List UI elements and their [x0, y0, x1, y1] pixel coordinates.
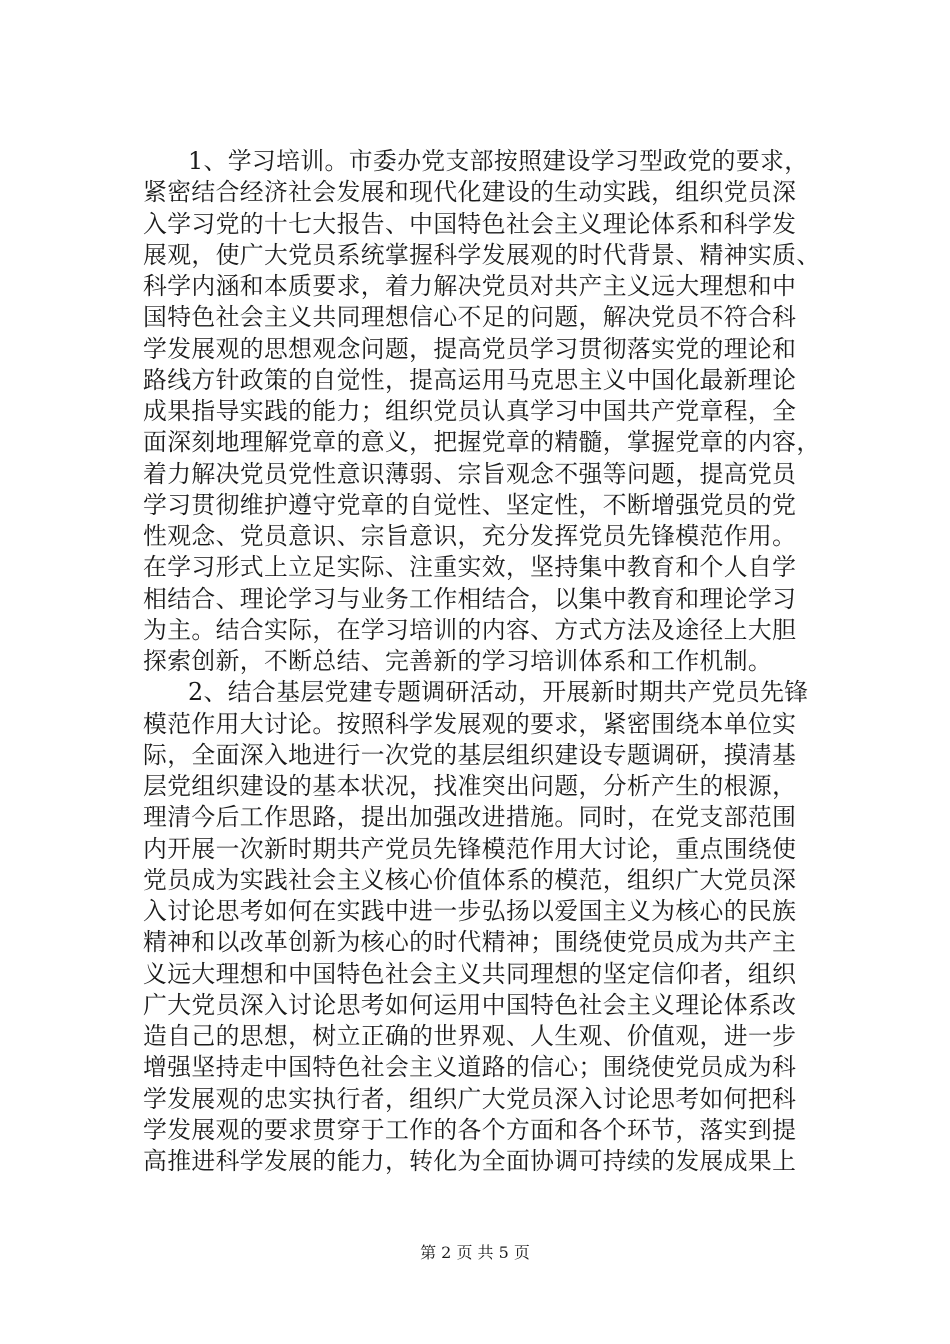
paragraph-1-line: 性观念、党员意识、宗旨意识，充分发挥党员先锋模范作用。 — [143, 522, 797, 550]
page-number-footer: 第 2 页 共 5 页 — [420, 1243, 530, 1262]
paragraph-2-line: 义远大理想和中国特色社会主义共同理想的坚定信仰者，组织 — [143, 959, 797, 988]
paragraph-2-line: 学发展观的忠实执行者，组织广大党员深入讨论思考如何把科 — [143, 1084, 797, 1113]
paragraph-1-line: 学发展观的思想观念问题，提高党员学习贯彻落实党的理论和 — [143, 334, 797, 363]
paragraph-1-line: 1、学习培训。市委办党支部按照建设学习型政党的要求， — [188, 147, 809, 175]
paragraph-1-line: 在学习形式上立足实际、注重实效，坚持集中教育和个人自学 — [143, 553, 797, 582]
paragraph-2-line: 增强坚持走中国特色社会主义道路的信心；围绕使党员成为科 — [143, 1053, 797, 1082]
paragraph-2-line: 理清今后工作思路，提出加强改进措施。同时，在党支部范围 — [143, 803, 797, 832]
paragraph-1-line: 学习贯彻维护遵守党章的自觉性、坚定性，不断增强党员的党 — [143, 490, 797, 519]
paragraph-1-line: 国特色社会主义共同理想信心不足的问题，解决党员不符合科 — [143, 303, 797, 332]
paragraph-1-line: 成果指导实践的能力；组织党员认真学习中国共产党章程，全 — [143, 397, 797, 425]
paragraph-2-line: 精神和以改革创新为核心的时代精神；围绕使党员成为共产主 — [143, 928, 797, 957]
paragraph-2-line: 入讨论思考如何在实践中进一步弘扬以爱国主义为核心的民族 — [143, 897, 797, 925]
paragraph-1-line: 为主。结合实际，在学习培训的内容、方式方法及途径上大胆 — [143, 615, 797, 644]
paragraph-2-line: 党员成为实践社会主义核心价值体系的模范，组织广大党员深 — [143, 865, 797, 894]
paragraph-2-line: 高推进科学发展的能力，转化为全面协调可持续的发展成果上 — [143, 1147, 797, 1175]
paragraph-2-line: 学发展观的要求贯穿于工作的各个方面和各个环节，落实到提 — [143, 1115, 797, 1144]
paragraph-1-line: 面深刻地理解党章的意义，把握党章的精髓，掌握党章的内容， — [143, 428, 821, 457]
paragraph-2-line: 层党组织建设的基本状况，找准突出问题，分析产生的根源， — [143, 772, 797, 800]
paragraph-2-line: 内开展一次新时期共产党员先锋模范作用大讨论，重点围绕使 — [143, 834, 797, 863]
paragraph-1-line: 探索创新，不断总结、完善新的学习培训体系和工作机制。 — [143, 647, 773, 675]
paragraph-1-line: 相结合、理论学习与业务工作相结合，以集中教育和理论学习 — [143, 584, 797, 613]
paragraph-1-line: 紧密结合经济社会发展和现代化建设的生动实践，组织党员深 — [143, 178, 797, 207]
paragraph-2-line: 2、结合基层党建专题调研活动，开展新时期共产党员先锋 — [188, 678, 809, 707]
paragraph-2-line: 际，全面深入地进行一次党的基层组织建设专题调研，摸清基 — [143, 740, 797, 769]
paragraph-2-line: 造自己的思想，树立正确的世界观、人生观、价值观，进一步 — [143, 1022, 797, 1050]
paragraph-1-line: 科学内涵和本质要求，着力解决党员对共产主义远大理想和中 — [143, 272, 797, 300]
document-body — [143, 146, 821, 1177]
paragraph-1-line: 着力解决党员党性意识薄弱、宗旨观念不强等问题，提高党员 — [143, 459, 797, 488]
paragraph-1-line: 展观，使广大党员系统掌握科学发展观的时代背景、精神实质、 — [143, 240, 821, 269]
paragraph-2-line: 模范作用大讨论。按照科学发展观的要求，紧密围绕本单位实 — [143, 709, 797, 738]
paragraph-1-line: 路线方针政策的自觉性，提高运用马克思主义中国化最新理论 — [143, 365, 797, 394]
paragraph-2-line: 广大党员深入讨论思考如何运用中国特色社会主义理论体系改 — [143, 990, 797, 1019]
paragraph-1-line: 入学习党的十七大报告、中国特色社会主义理论体系和科学发 — [143, 209, 797, 238]
